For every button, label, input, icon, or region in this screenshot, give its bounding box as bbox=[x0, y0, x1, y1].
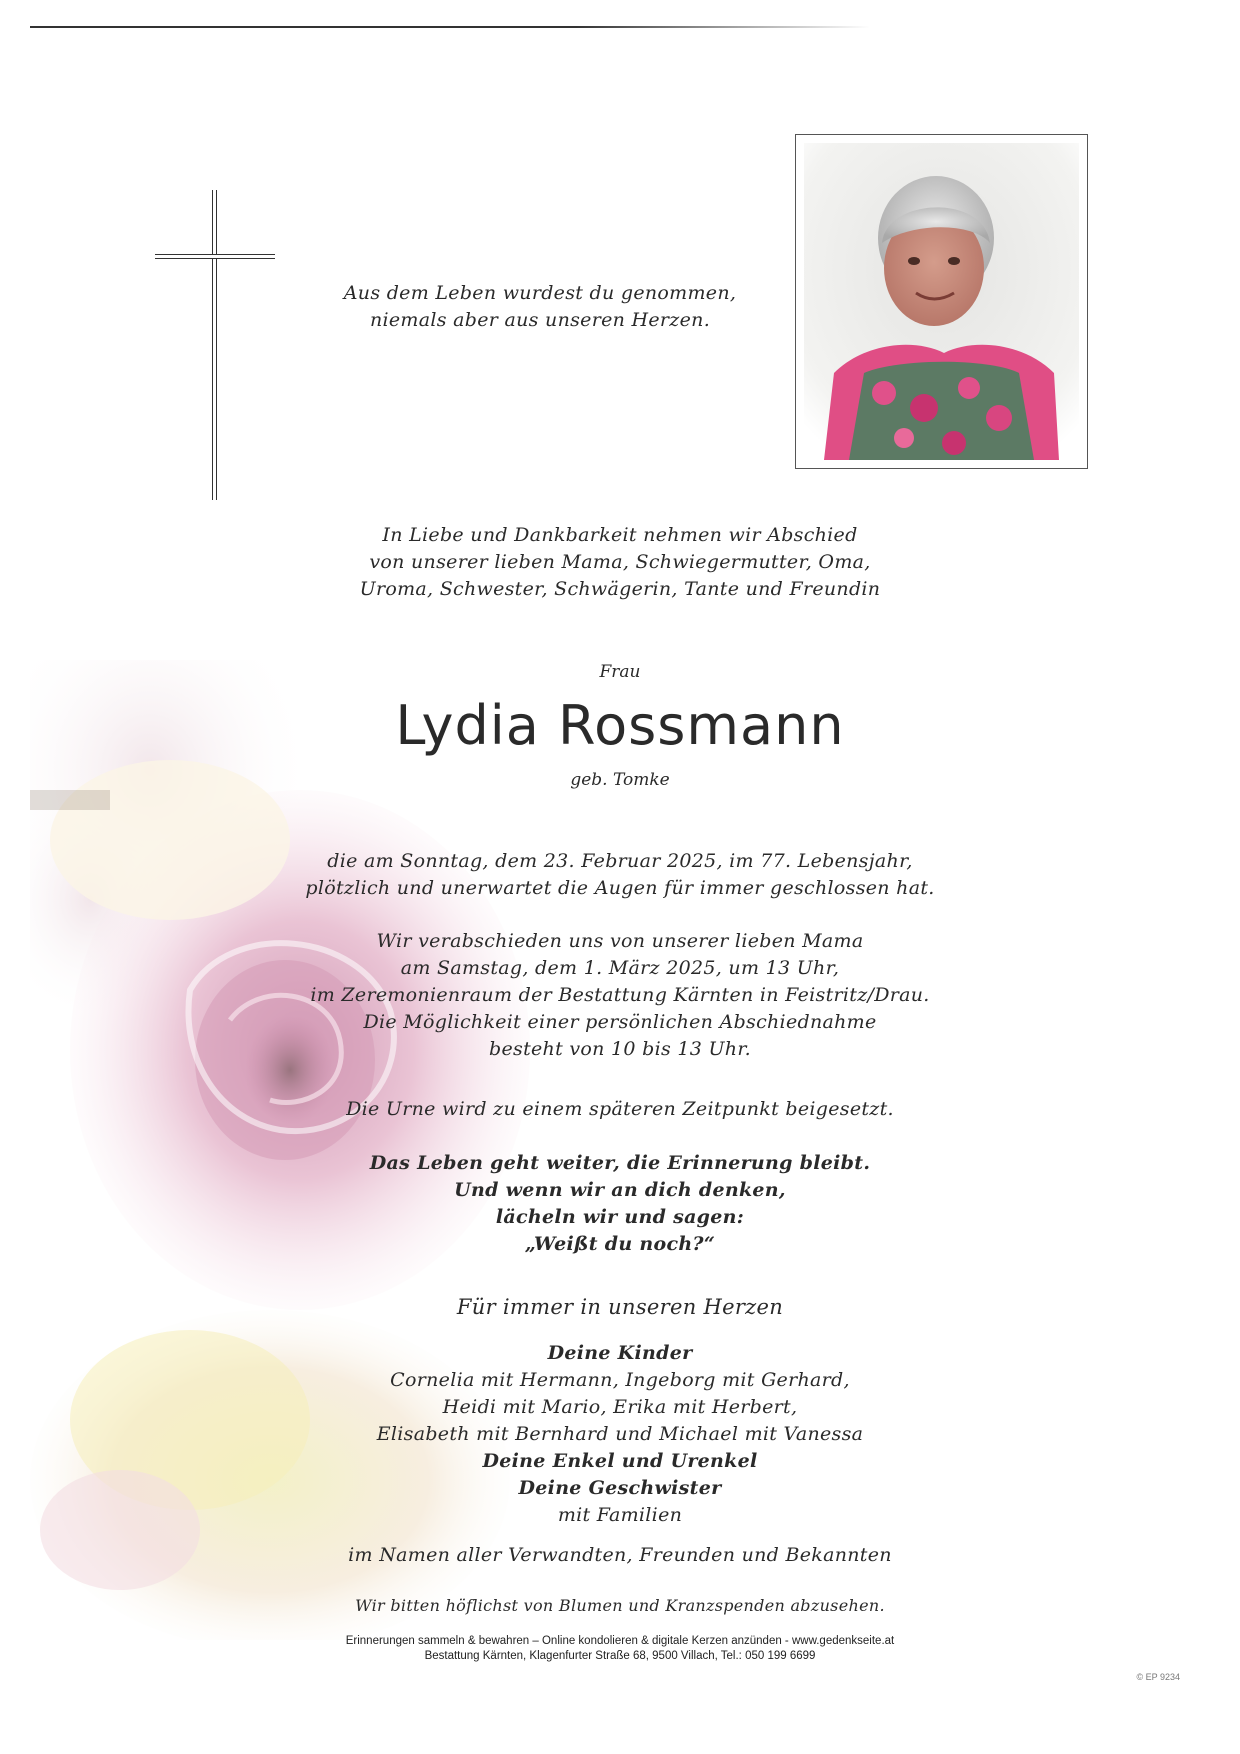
relatives-text: im Namen aller Verwandten, Freunden und Bekannten bbox=[348, 1544, 892, 1566]
farewell-line: im Zeremonienraum der Bestattung Kärnten in Feistritz/Drau. bbox=[310, 984, 930, 1006]
cross-symbol bbox=[155, 190, 275, 500]
children-line: Cornelia mit Hermann, Ingeborg mit Gerhard, bbox=[390, 1369, 850, 1391]
deceased-name: Lydia Rossmann bbox=[395, 694, 845, 757]
urn-text: Die Urne wird zu einem späteren Zeitpunkt beigesetzt. bbox=[346, 1098, 894, 1120]
children-line: Heidi mit Mario, Erika mit Herbert, bbox=[442, 1396, 798, 1418]
intro-text bbox=[0, 522, 1240, 603]
children-line: Elisabeth mit Bernhard und Michael mit Vanessa bbox=[376, 1423, 864, 1445]
intro-line: In Liebe und Dankbarkeit nehmen wir Abschied bbox=[382, 524, 858, 546]
family-list bbox=[0, 1340, 1240, 1529]
families-line: mit Familien bbox=[557, 1504, 683, 1526]
title-frau: Frau bbox=[599, 662, 641, 682]
footer-line: Erinnerungen sammeln & bewahren – Online kondolieren & digitale Kerzen anzünden - www.gedenkseite.at bbox=[345, 1635, 895, 1647]
portrait-photo bbox=[804, 143, 1079, 460]
farewell-line: Wir verabschieden uns von unserer lieben Mama bbox=[376, 930, 864, 952]
farewell-line: Die Möglichkeit einer persönlichen Abschiednahme bbox=[363, 1011, 877, 1033]
farewell-text bbox=[0, 928, 1240, 1063]
quote-line: Aus dem Leben wurdest du genommen, bbox=[343, 282, 737, 304]
document-code: © EP 9234 bbox=[1136, 1672, 1180, 1682]
forever-text: Für immer in unseren Herzen bbox=[456, 1295, 784, 1319]
flowers-note: Wir bitten höflichst von Blumen und Kranzspenden abzusehen. bbox=[355, 1596, 885, 1615]
children-heading: Deine Kinder bbox=[547, 1342, 693, 1364]
poem-line: „Weißt du noch?“ bbox=[524, 1233, 716, 1255]
farewell-line: am Samstag, dem 1. März 2025, um 13 Uhr, bbox=[400, 957, 840, 979]
intro-line: Uroma, Schwester, Schwägerin, Tante und Freundin bbox=[359, 578, 881, 600]
poem-line: Das Leben geht weiter, die Erinnerung bleibt. bbox=[369, 1152, 871, 1174]
portrait-frame bbox=[795, 134, 1088, 469]
poem bbox=[0, 1150, 1240, 1258]
birth-name: geb. Tomke bbox=[570, 770, 670, 790]
quote-line: niemals aber aus unseren Herzen. bbox=[369, 309, 711, 331]
opening-quote bbox=[290, 280, 790, 334]
death-notice bbox=[0, 848, 1240, 902]
footer bbox=[0, 1634, 1240, 1664]
grandchildren-heading: Deine Enkel und Urenkel bbox=[482, 1450, 758, 1472]
top-rule bbox=[30, 26, 870, 28]
poem-line: lächeln wir und sagen: bbox=[495, 1206, 745, 1228]
poem-line: Und wenn wir an dich denken, bbox=[454, 1179, 786, 1201]
farewell-line: besteht von 10 bis 13 Uhr. bbox=[489, 1038, 751, 1060]
intro-line: von unserer lieben Mama, Schwiegermutter, Oma, bbox=[369, 551, 871, 573]
death-line: die am Sonntag, dem 23. Februar 2025, im 77. Lebensjahr, bbox=[327, 850, 913, 872]
death-line: plötzlich und unerwartet die Augen für immer geschlossen hat. bbox=[305, 877, 935, 899]
footer-line: Bestattung Kärnten, Klagenfurter Straße 68, 9500 Villach, Tel.: 050 199 6699 bbox=[424, 1650, 816, 1662]
siblings-heading: Deine Geschwister bbox=[518, 1477, 722, 1499]
